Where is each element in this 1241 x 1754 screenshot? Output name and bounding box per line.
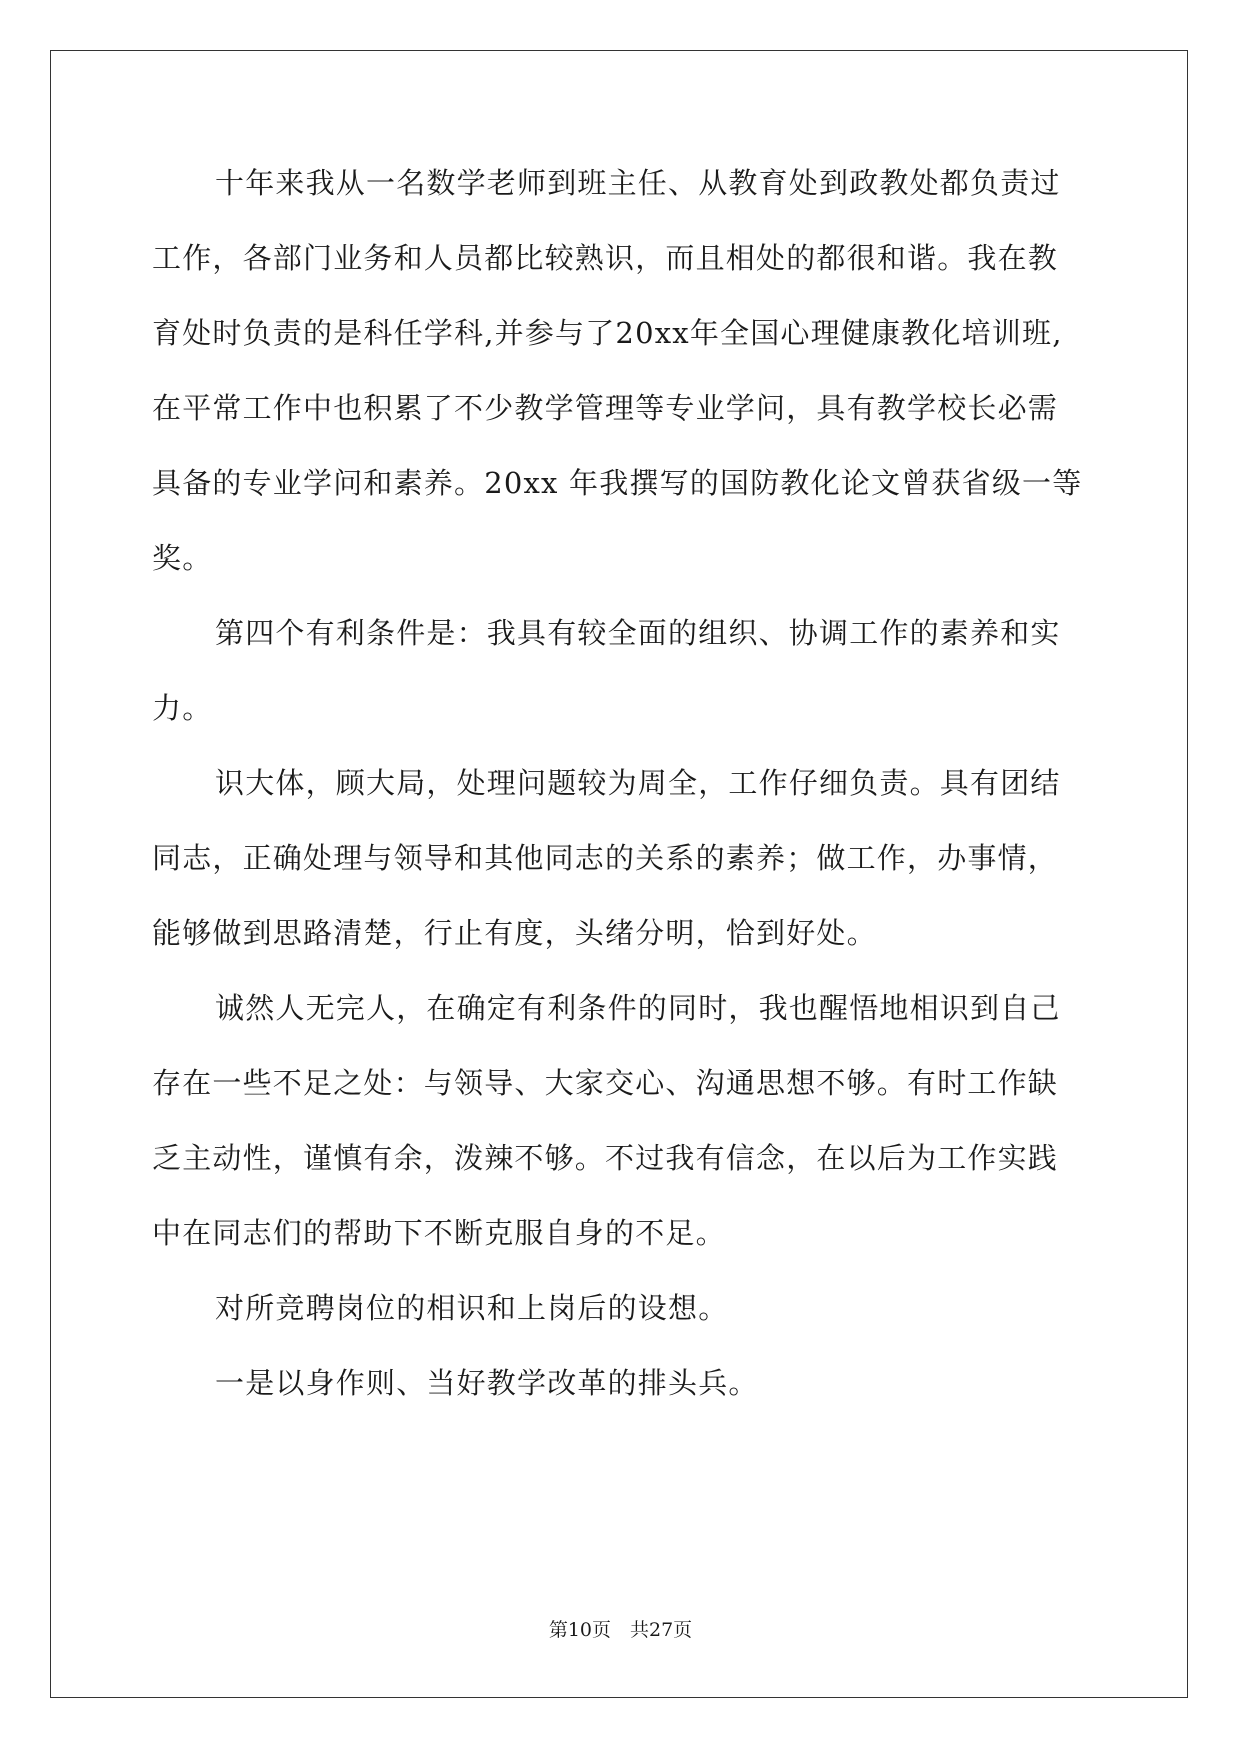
text-line: 力。: [152, 691, 213, 725]
text-line: 能够做到思路清楚，行止有度，头绪分明，恰到好处。: [152, 916, 877, 950]
text-line: 存在一些不足之处：与领导、大家交心、沟通思想不够。有时工作缺: [152, 1066, 1059, 1100]
text-line: 奖。: [152, 541, 213, 575]
text-line: 诚然人无完人，在确定有利条件的同时，我也醒悟地相识到自己: [215, 991, 1061, 1025]
text-line: 在平常工作中也积累了不少教学管理等专业学问，具有教学校长必需: [152, 391, 1059, 425]
text-line: 工作，各部门业务和人员都比较熟识，而且相处的都很和谐。我在教: [152, 241, 1059, 275]
text-line: 识大体，顾大局，处理问题较为周全，工作仔细负责。具有团结: [215, 766, 1061, 800]
text-line: 十年来我从一名数学老师到班主任、从教育处到政教处都负责过: [215, 166, 1061, 200]
text-line: 中在同志们的帮助下不断克服自身的不足。: [152, 1216, 726, 1250]
text-line: 同志，正确处理与领导和其他同志的关系的素养；做工作，办事情，: [152, 841, 1059, 875]
text-line: 第四个有利条件是：我具有较全面的组织、协调工作的素养和实: [215, 616, 1061, 650]
text-line: 乏主动性，谨慎有余，泼辣不够。不过我有信念，在以后为工作实践: [152, 1141, 1059, 1175]
page-number: 第10页 共27页: [548, 1619, 693, 1641]
text-line: 对所竞聘岗位的相识和上岗后的设想。: [215, 1291, 729, 1325]
text-line: 一是以身作则、当好教学改革的排头兵。: [215, 1366, 759, 1400]
text-line: 具备的专业学问和素养。20xx 年我撰写的国防教化论文曾获省级一等: [152, 466, 1083, 500]
text-line: 育处时负责的是科任学科,并参与了20xx年全国心理健康教化培训班,: [152, 316, 1063, 350]
